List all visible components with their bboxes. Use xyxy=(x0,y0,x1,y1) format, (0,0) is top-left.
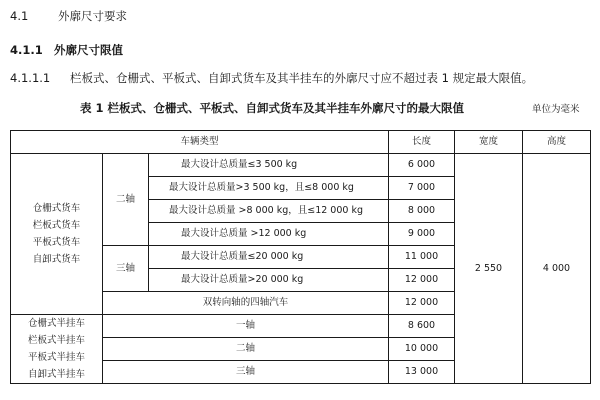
trailer-type: 栏板式半挂车 xyxy=(27,335,85,346)
length-value: 8 000 xyxy=(389,200,455,223)
two-axle-label: 二轴 xyxy=(103,154,149,246)
trailer-type: 仓栅式半挂车 xyxy=(27,318,85,329)
mass-condition: 最大设计总质量 >8 000 kg，且≤12 000 kg xyxy=(149,200,389,223)
subsection-title: 外廓尺寸限值 xyxy=(54,43,123,57)
dimension-limits-table xyxy=(10,130,591,384)
length-value: 12 000 xyxy=(389,292,455,315)
truck-type: 仓栅式货车 xyxy=(32,203,81,214)
length-value: 8 600 xyxy=(389,315,455,338)
truck-types-cell xyxy=(11,154,103,315)
length-value: 7 000 xyxy=(389,177,455,200)
trailer-types-cell xyxy=(11,315,103,384)
width-value: 2 550 xyxy=(455,154,523,384)
length-value: 10 000 xyxy=(389,338,455,361)
length-value: 9 000 xyxy=(389,223,455,246)
mass-condition: 最大设计总质量 >12 000 kg xyxy=(149,223,389,246)
length-value: 12 000 xyxy=(389,269,455,292)
header-height: 高度 xyxy=(523,131,591,154)
section-number: 4.1 xyxy=(10,9,29,23)
subsection-heading xyxy=(10,42,123,58)
four-axle-description: 双转向轴的四轴汽车 xyxy=(103,292,389,315)
three-axle-label: 三轴 xyxy=(103,246,149,292)
length-value: 11 000 xyxy=(389,246,455,269)
clause-text: 栏板式、仓栅式、平板式、自卸式货车及其半挂车的外廓尺寸应不超过表 1 规定最大限值。 xyxy=(70,71,534,85)
table-unit-note: 单位为毫米 xyxy=(532,104,580,115)
truck-type: 自卸式货车 xyxy=(32,254,81,265)
length-value: 13 000 xyxy=(389,361,455,384)
truck-type: 栏板式货车 xyxy=(32,220,81,231)
header-length: 长度 xyxy=(389,131,455,154)
clause-paragraph xyxy=(10,70,533,86)
table-caption: 表 1 栏板式、仓栅式、平板式、自卸式货车及其半挂车外廓尺寸的最大限值 xyxy=(80,101,465,115)
header-vehicle-type: 车辆类型 xyxy=(11,131,389,154)
trailer-type: 平板式半挂车 xyxy=(27,352,85,363)
mass-condition: 最大设计总质量>3 500 kg，且≤8 000 kg xyxy=(149,177,389,200)
header-width: 宽度 xyxy=(455,131,523,154)
trailer-axle-label: 三轴 xyxy=(103,361,389,384)
height-value: 4 000 xyxy=(523,154,591,384)
clause-number: 4.1.1.1 xyxy=(10,71,51,85)
table-header-row xyxy=(11,131,591,154)
mass-condition: 最大设计总质量>20 000 kg xyxy=(149,269,389,292)
subsection-number: 4.1.1 xyxy=(10,43,43,57)
trailer-axle-label: 二轴 xyxy=(103,338,389,361)
length-value: 6 000 xyxy=(389,154,455,177)
mass-condition: 最大设计总质量≤3 500 kg xyxy=(149,154,389,177)
section-title: 外廓尺寸要求 xyxy=(58,9,127,23)
trailer-type: 自卸式半挂车 xyxy=(27,369,85,380)
mass-condition: 最大设计总质量≤20 000 kg xyxy=(149,246,389,269)
section-heading xyxy=(10,8,127,24)
table-row xyxy=(11,154,591,177)
truck-type: 平板式货车 xyxy=(32,237,81,248)
trailer-axle-label: 一轴 xyxy=(103,315,389,338)
